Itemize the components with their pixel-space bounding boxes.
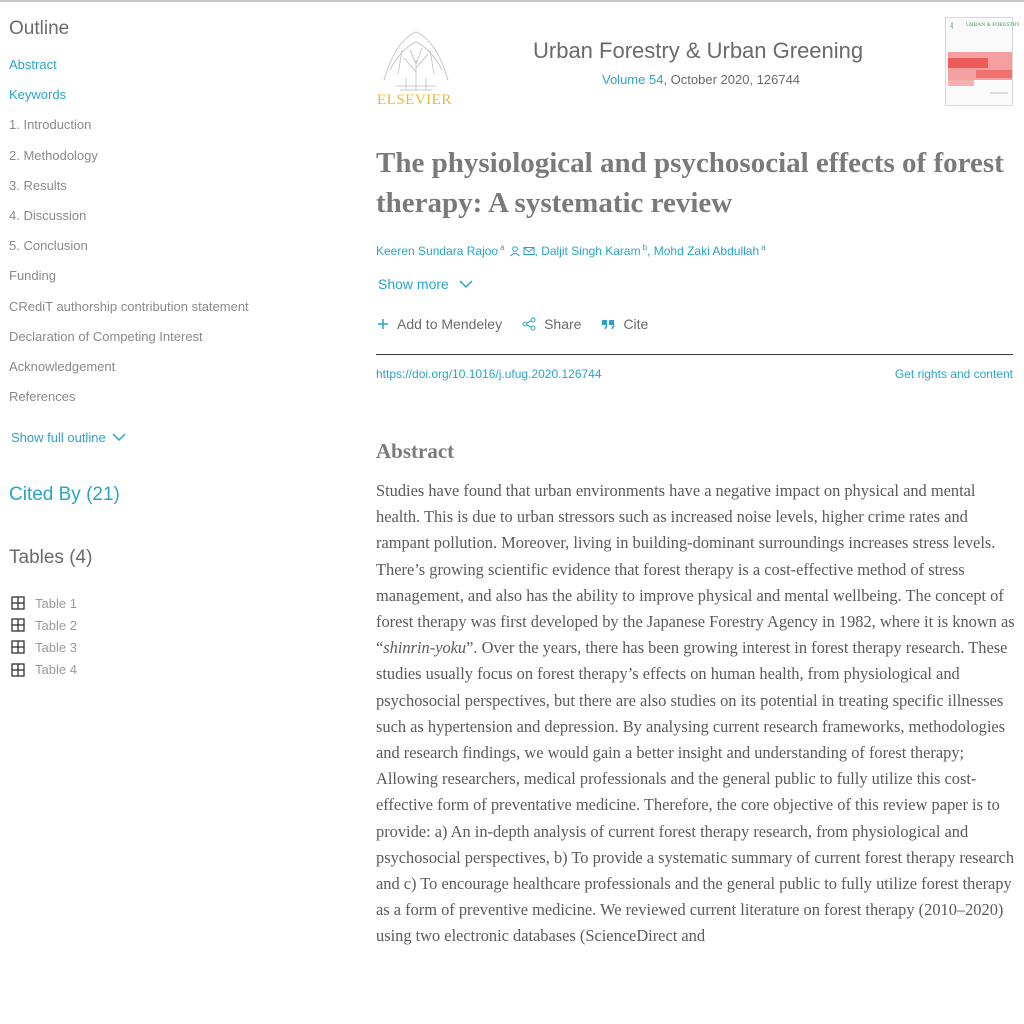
quote-icon bbox=[601, 318, 615, 330]
outline-item-acknowledgement[interactable]: Acknowledgement bbox=[9, 358, 116, 374]
elsevier-wordmark: ELSEVIER bbox=[377, 92, 452, 108]
outline-item-results[interactable]: 3. Results bbox=[9, 177, 67, 193]
table-link[interactable] bbox=[11, 636, 77, 658]
table-label: Table 4 bbox=[35, 662, 77, 678]
chevron-down-icon bbox=[112, 433, 126, 442]
article-title: The physiological and psychosocial effects of forest therapy: A systematic review bbox=[376, 147, 1004, 219]
plus-icon bbox=[377, 318, 389, 330]
author-link[interactable]: Mohd Zaki Abdullah $^a$ bbox=[653, 243, 766, 258]
cite-button[interactable] bbox=[601, 316, 648, 332]
journal-meta bbox=[602, 72, 800, 87]
author-link[interactable]: Daljit Singh Karam $^b$ bbox=[541, 243, 648, 258]
volume-link[interactable]: Volume 54 bbox=[602, 72, 664, 87]
article-actions bbox=[377, 316, 648, 332]
author-separator: , bbox=[534, 243, 542, 258]
author-list bbox=[376, 243, 766, 258]
author-link[interactable]: Keeren Sundara Rajoo $^a$ bbox=[376, 243, 505, 258]
person-icon bbox=[509, 245, 521, 257]
abstract-heading: Abstract bbox=[376, 439, 455, 463]
table-grid-icon bbox=[11, 618, 25, 632]
show-full-outline-link[interactable] bbox=[11, 430, 126, 445]
outline-list bbox=[9, 58, 339, 420]
table-label: Table 1 bbox=[35, 595, 77, 611]
journal-title[interactable]: Urban Forestry & Urban Greening bbox=[533, 38, 864, 63]
top-border bbox=[0, 0, 1024, 2]
outline-item-funding[interactable]: Funding bbox=[9, 268, 56, 284]
cover-title: URBAN & FORESTRY bbox=[966, 22, 1021, 28]
table-link[interactable] bbox=[11, 592, 77, 614]
doi-link[interactable]: https://doi.org/10.1016/j.ufug.2020.126744 bbox=[376, 367, 602, 381]
outline-item-declaration[interactable]: Declaration of Competing Interest bbox=[9, 328, 203, 344]
sidebar bbox=[9, 18, 339, 678]
outline-item-methodology[interactable]: 2. Methodology bbox=[9, 147, 98, 163]
journal-cover-thumbnail[interactable] bbox=[945, 17, 1021, 106]
table-grid-icon bbox=[11, 663, 25, 677]
table-label: Table 3 bbox=[35, 639, 77, 655]
author-separator: , bbox=[647, 243, 654, 258]
outline-title: Outline bbox=[9, 18, 70, 39]
table-link[interactable] bbox=[11, 614, 77, 636]
table-grid-icon bbox=[11, 596, 25, 610]
outline-item-credit[interactable]: CRediT authorship contribution statement bbox=[9, 298, 249, 314]
email-icon[interactable] bbox=[523, 245, 535, 257]
outline-item-discussion[interactable]: 4. Discussion bbox=[9, 207, 87, 223]
outline-item-introduction[interactable]: 1. Introduction bbox=[9, 117, 92, 133]
rights-link[interactable]: Get rights and content bbox=[894, 367, 1013, 381]
add-to-mendeley-button[interactable] bbox=[377, 316, 502, 332]
cited-by-link[interactable]: Cited By (21) bbox=[9, 484, 120, 505]
share-button[interactable] bbox=[522, 316, 581, 332]
issue-info: , October 2020, 126744 bbox=[663, 72, 801, 87]
outline-item-references[interactable]: References bbox=[9, 389, 76, 405]
show-full-outline-label: Show full outline bbox=[11, 430, 106, 445]
abstract-body: Studies have found that urban environments have a negative impact on physical and mental health. This is due to urban stressors such as increased noise levels, higher crime rates and rampant pollution. Moreover, living in building-dominant surroundings increases stress levels. There’s growing scientific evidence that forest therapy is a cost-effective method of stress management, and also has the ability to improve physical and mental wellbeing. The concept of forest therapy was first developed by the Japanese Forestry Agency in 1982, where it is known as “shinrin-yoku”. Over the years, there has been growing interest in forest therapy research. These studies usually focus on forest therapy’s effects on human health, from physiological and psychosocial perspectives, but there are also studies on its potential in treating specific illnesses such as hypertension and depression. By analysing current research frameworks, methodologies and research findings, we would gain a better insight and understanding of forest therapy; Allowing researchers, medical professionals and the general public to fully utilize this cost-effective form of preventative medicine. Therefore, the core objective of this review paper is to provide: a) An in-depth analysis of current forest therapy research, from physiological and psychosocial perspectives, b) To provide a systematic summary of current forest therapy research and c) To encourage healthcare professionals and the general public to fully utilize forest therapy as a form of preventive medicine. We reviewed current literature on forest therapy (2010–2020) using two electronic databases (ScienceDirect and bbox=[376, 481, 1015, 946]
chevron-down-icon bbox=[459, 280, 473, 289]
cover-art bbox=[946, 18, 1021, 107]
share-label: Share bbox=[544, 316, 582, 332]
table-grid-icon bbox=[11, 640, 25, 654]
add-to-mendeley-label: Add to Mendeley bbox=[397, 316, 503, 332]
outline-item-keywords[interactable]: Keywords bbox=[9, 87, 67, 103]
svg-text:₰: ₰ bbox=[950, 23, 954, 29]
table-label: Table 2 bbox=[35, 617, 77, 633]
share-icon bbox=[522, 317, 536, 331]
outline-item-conclusion[interactable]: 5. Conclusion bbox=[9, 238, 88, 254]
tables-title: Tables (4) bbox=[9, 547, 93, 568]
cite-label: Cite bbox=[623, 316, 649, 332]
tables-list bbox=[11, 592, 77, 681]
divider bbox=[376, 354, 1013, 355]
show-more-label: Show more bbox=[378, 276, 449, 292]
outline-item-abstract[interactable]: Abstract bbox=[9, 57, 57, 72]
show-more-button[interactable] bbox=[378, 276, 473, 292]
table-link[interactable] bbox=[11, 659, 77, 681]
